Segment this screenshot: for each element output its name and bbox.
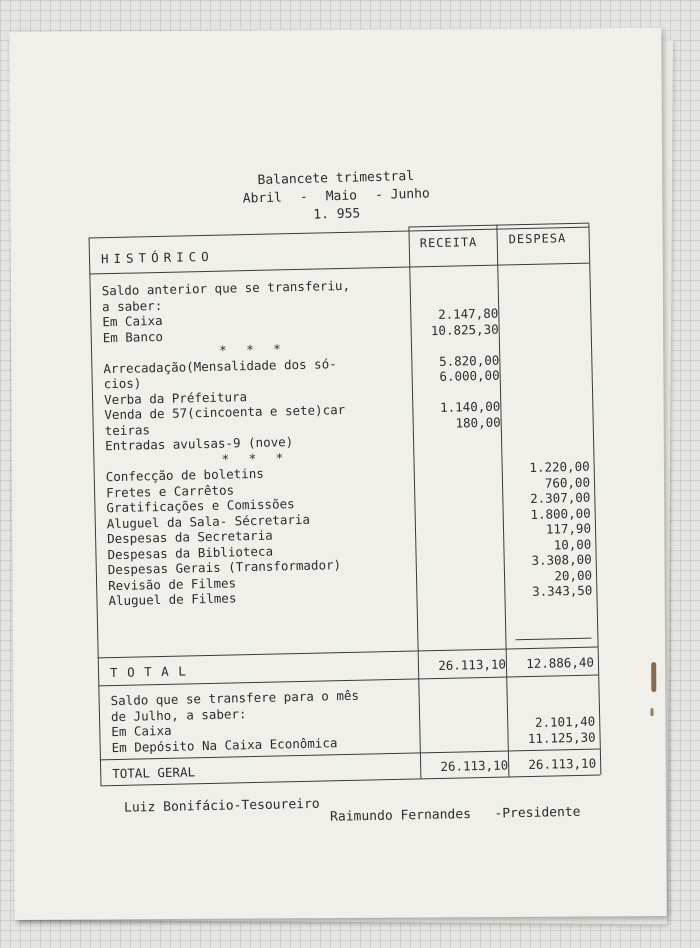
despesa-value: 3.343,50 <box>531 582 593 599</box>
document-title: Balancete trimestral <box>257 168 415 189</box>
entry-line: Confecção de boletins <box>105 465 264 485</box>
section2-descriptions <box>110 688 360 755</box>
entry-line: a saber: <box>101 297 163 314</box>
entry-line: Gratificações e Comissões <box>106 496 295 516</box>
entry-line: Arrecadação(Mensalidade dos só- <box>103 355 337 376</box>
despesa-value: 2.307,00 <box>529 489 591 506</box>
entry-line: cios) <box>103 375 142 392</box>
month-june: - Junho <box>374 186 430 203</box>
total-receita: 26.113,10 <box>438 656 507 673</box>
despesa-value: 760,00 <box>544 474 591 491</box>
document-header <box>10 161 663 233</box>
entry-line: Aluguel da Sala- Sécretaria <box>106 511 311 531</box>
ink-stain-mark <box>651 662 656 692</box>
separator-stars: * * * <box>221 449 290 467</box>
despesa-value: 1.220,00 <box>529 458 590 475</box>
entry-line: Entradas avulsas-9 (nove) <box>104 434 294 454</box>
treasurer-signature-line: Luiz Bonifácio-Tesoureiro <box>123 796 320 816</box>
president-signature-line: Raimundo Fernandes -Presidente <box>329 804 581 825</box>
receita-value: 5.820,00 <box>438 352 500 369</box>
despesa-value: 11.125,30 <box>527 729 596 746</box>
receita-value <box>412 585 504 603</box>
entry-line: Despesas Gerais (Transformador) <box>107 557 342 578</box>
total-geral-receita: 26.113,10 <box>440 757 509 774</box>
despesa-value: 10,00 <box>553 536 592 552</box>
separator-stars: * * * <box>219 341 287 358</box>
section1-despesa-column <box>493 273 592 600</box>
entry-line: Despesas da Secretaria <box>106 527 273 547</box>
entry-line: Fretes e Carrêtos <box>105 481 235 500</box>
document-year: 1. 955 <box>313 206 361 223</box>
section1-descriptions <box>102 277 409 609</box>
despesa-value: 3.308,00 <box>531 551 592 568</box>
table-left-border <box>89 237 102 785</box>
despesa-value: 2.101,40 <box>534 713 596 730</box>
month-april: Abril <box>242 190 283 207</box>
receita-value: 10.825,30 <box>430 321 499 338</box>
section1-receita-column <box>405 275 504 602</box>
section2-despesa-column <box>502 683 595 747</box>
entry-line: Em Caixa <box>111 722 172 740</box>
receita-value: 1.140,00 <box>439 398 501 415</box>
month-separator: - <box>299 189 308 205</box>
document-page <box>9 28 666 920</box>
total-geral-despesa: 26.113,10 <box>528 755 597 773</box>
despesa-value: 1.800,00 <box>530 505 591 522</box>
total-despesa: 12.886,40 <box>526 654 595 672</box>
receita-value: 180,00 <box>455 414 501 431</box>
receita-header: RECEITA <box>419 235 478 251</box>
entry-line: Despesas da Biblioteca <box>107 543 274 562</box>
despesa-header: DESPESA <box>508 231 567 247</box>
despesa-value: 117,90 <box>545 520 592 537</box>
entry-line: Venda de 57(cincoenta e sete)car <box>104 401 346 423</box>
receita-value: 2.147,80 <box>437 305 499 322</box>
entry-line: Verba da Préfeitura <box>103 388 248 407</box>
subtotal-underline <box>515 638 591 641</box>
month-may: Maio <box>325 188 358 205</box>
entry-line: Saldo que se transfere para o mês <box>110 687 360 709</box>
despesa-value: 20,00 <box>554 567 593 583</box>
entry-line: Em Caixa <box>102 312 163 330</box>
total-label: T O T A L <box>109 663 187 681</box>
entry-line: teiras <box>104 421 151 438</box>
entry-line: Revisão de Filmes <box>107 574 237 593</box>
entry-line: Aluguel de Filmes <box>108 590 237 609</box>
total-geral-label: TOTAL GERAL <box>112 764 196 782</box>
ledger-table <box>89 226 611 787</box>
receita-value: 6.000,00 <box>439 367 500 384</box>
entry-line: Em Banco <box>102 328 164 345</box>
entry-line: Em Depósito Na Caixa Econômica <box>111 734 338 755</box>
entry-line: de Julho, a saber: <box>110 705 247 724</box>
historico-header: HISTÓRICO <box>100 248 214 267</box>
ink-stain-mark <box>650 708 653 716</box>
entry-line: Saldo anterior que se transferiu, <box>101 277 351 299</box>
